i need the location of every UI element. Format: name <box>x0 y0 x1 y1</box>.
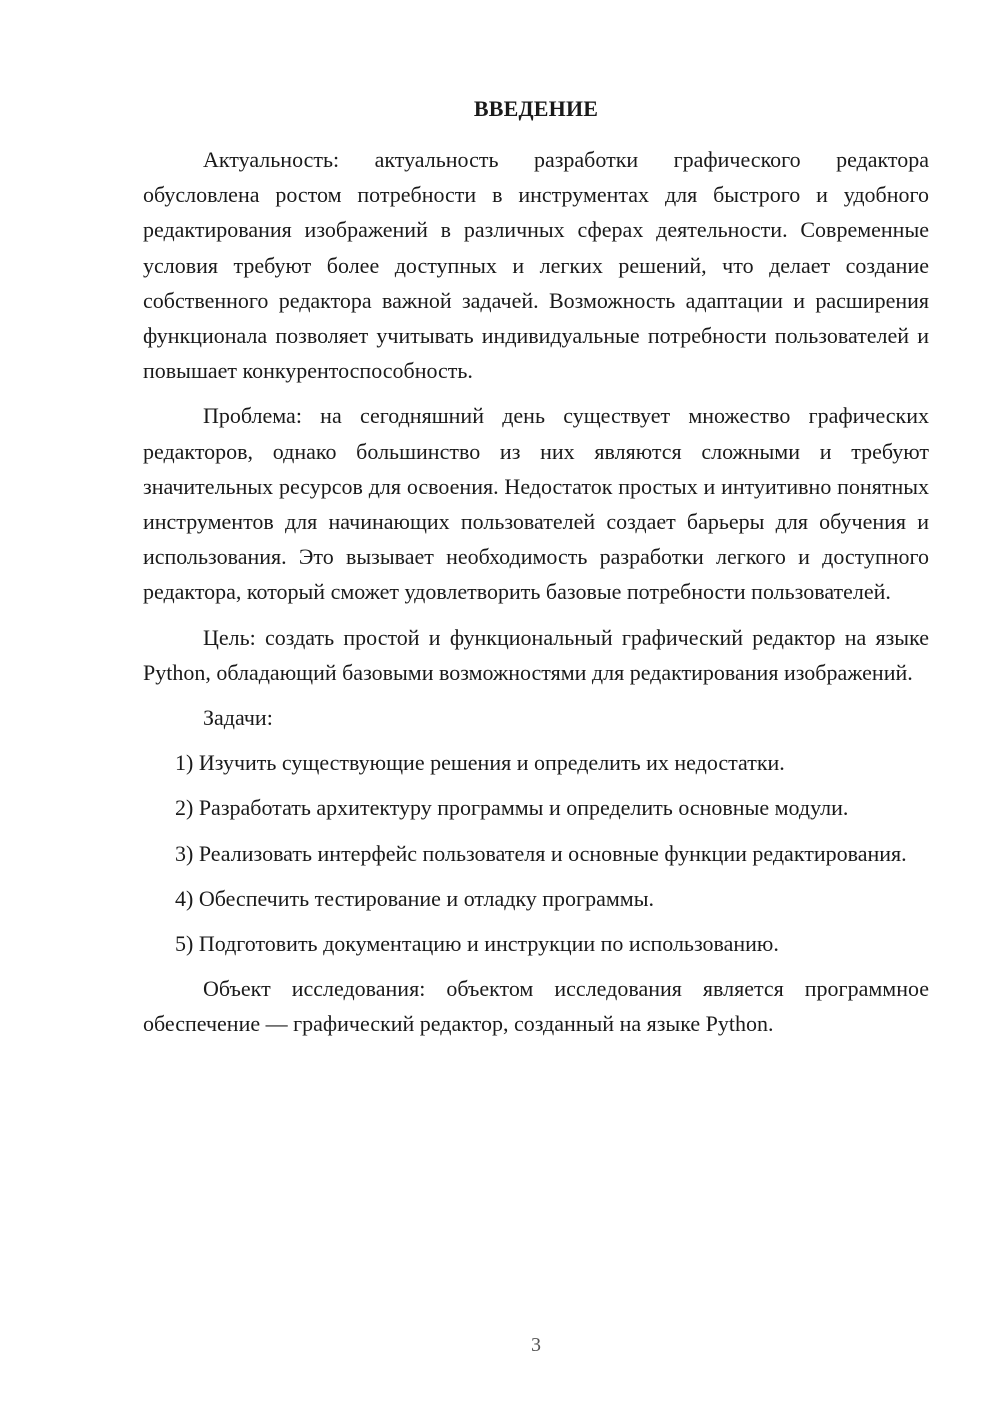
paragraph-object: Объект исследования: объектом исследования является программное обеспечение — графический редактор, созданный на языке Python. <box>143 976 929 1037</box>
task-item: 4) Обеспечить тестирование и отладку программы. <box>175 885 654 911</box>
paragraph-goal: Цель: создать простой и функциональный графический редактор на языке Python, обладающий базовыми возможностями для редактирования изображений. <box>143 624 929 685</box>
body-text <box>143 142 929 1052</box>
paragraph-relevance: Актуальность: актуальность разработки графического редактора обусловлена ростом потребности в инструментах для быстрого и удобного редактирования изображений в различных сферах деятельности. Современные условия требуют более доступных и легких решений, что делает создание собственного редактора важной задачей. Возможность адаптации и расширения функционала позволяет учитывать индивидуальные потребности пользователей и повышает конкурентоспособность. <box>143 147 929 384</box>
task-item: 5) Подготовить документацию и инструкции по использованию. <box>175 931 779 957</box>
task-item: 2) Разработать архитектуру программы и определить основные модули. <box>175 795 849 821</box>
task-item: 1) Изучить существующие решения и определить их недостатки. <box>175 750 785 776</box>
tasks-heading: Задачи: <box>203 705 273 731</box>
paragraph-problem: Проблема: на сегодняшний день существует множество графических редакторов, однако большинство из них являются сложными и требуют значительных ресурсов для освоения. Недостаток простых и интуитивно понятных инструментов для начинающих пользователей создает барьеры для обучения и использования. Это вызывает необходимость разработки легкого и доступного редактора, который сможет удовлетворить базовые потребности пользователей. <box>143 403 929 605</box>
task-item: 3) Реализовать интерфейс пользователя и основные функции редактирования. <box>175 840 907 866</box>
page-number: 3 <box>531 1334 541 1356</box>
page-title: ВВЕДЕНИЕ <box>473 96 599 121</box>
